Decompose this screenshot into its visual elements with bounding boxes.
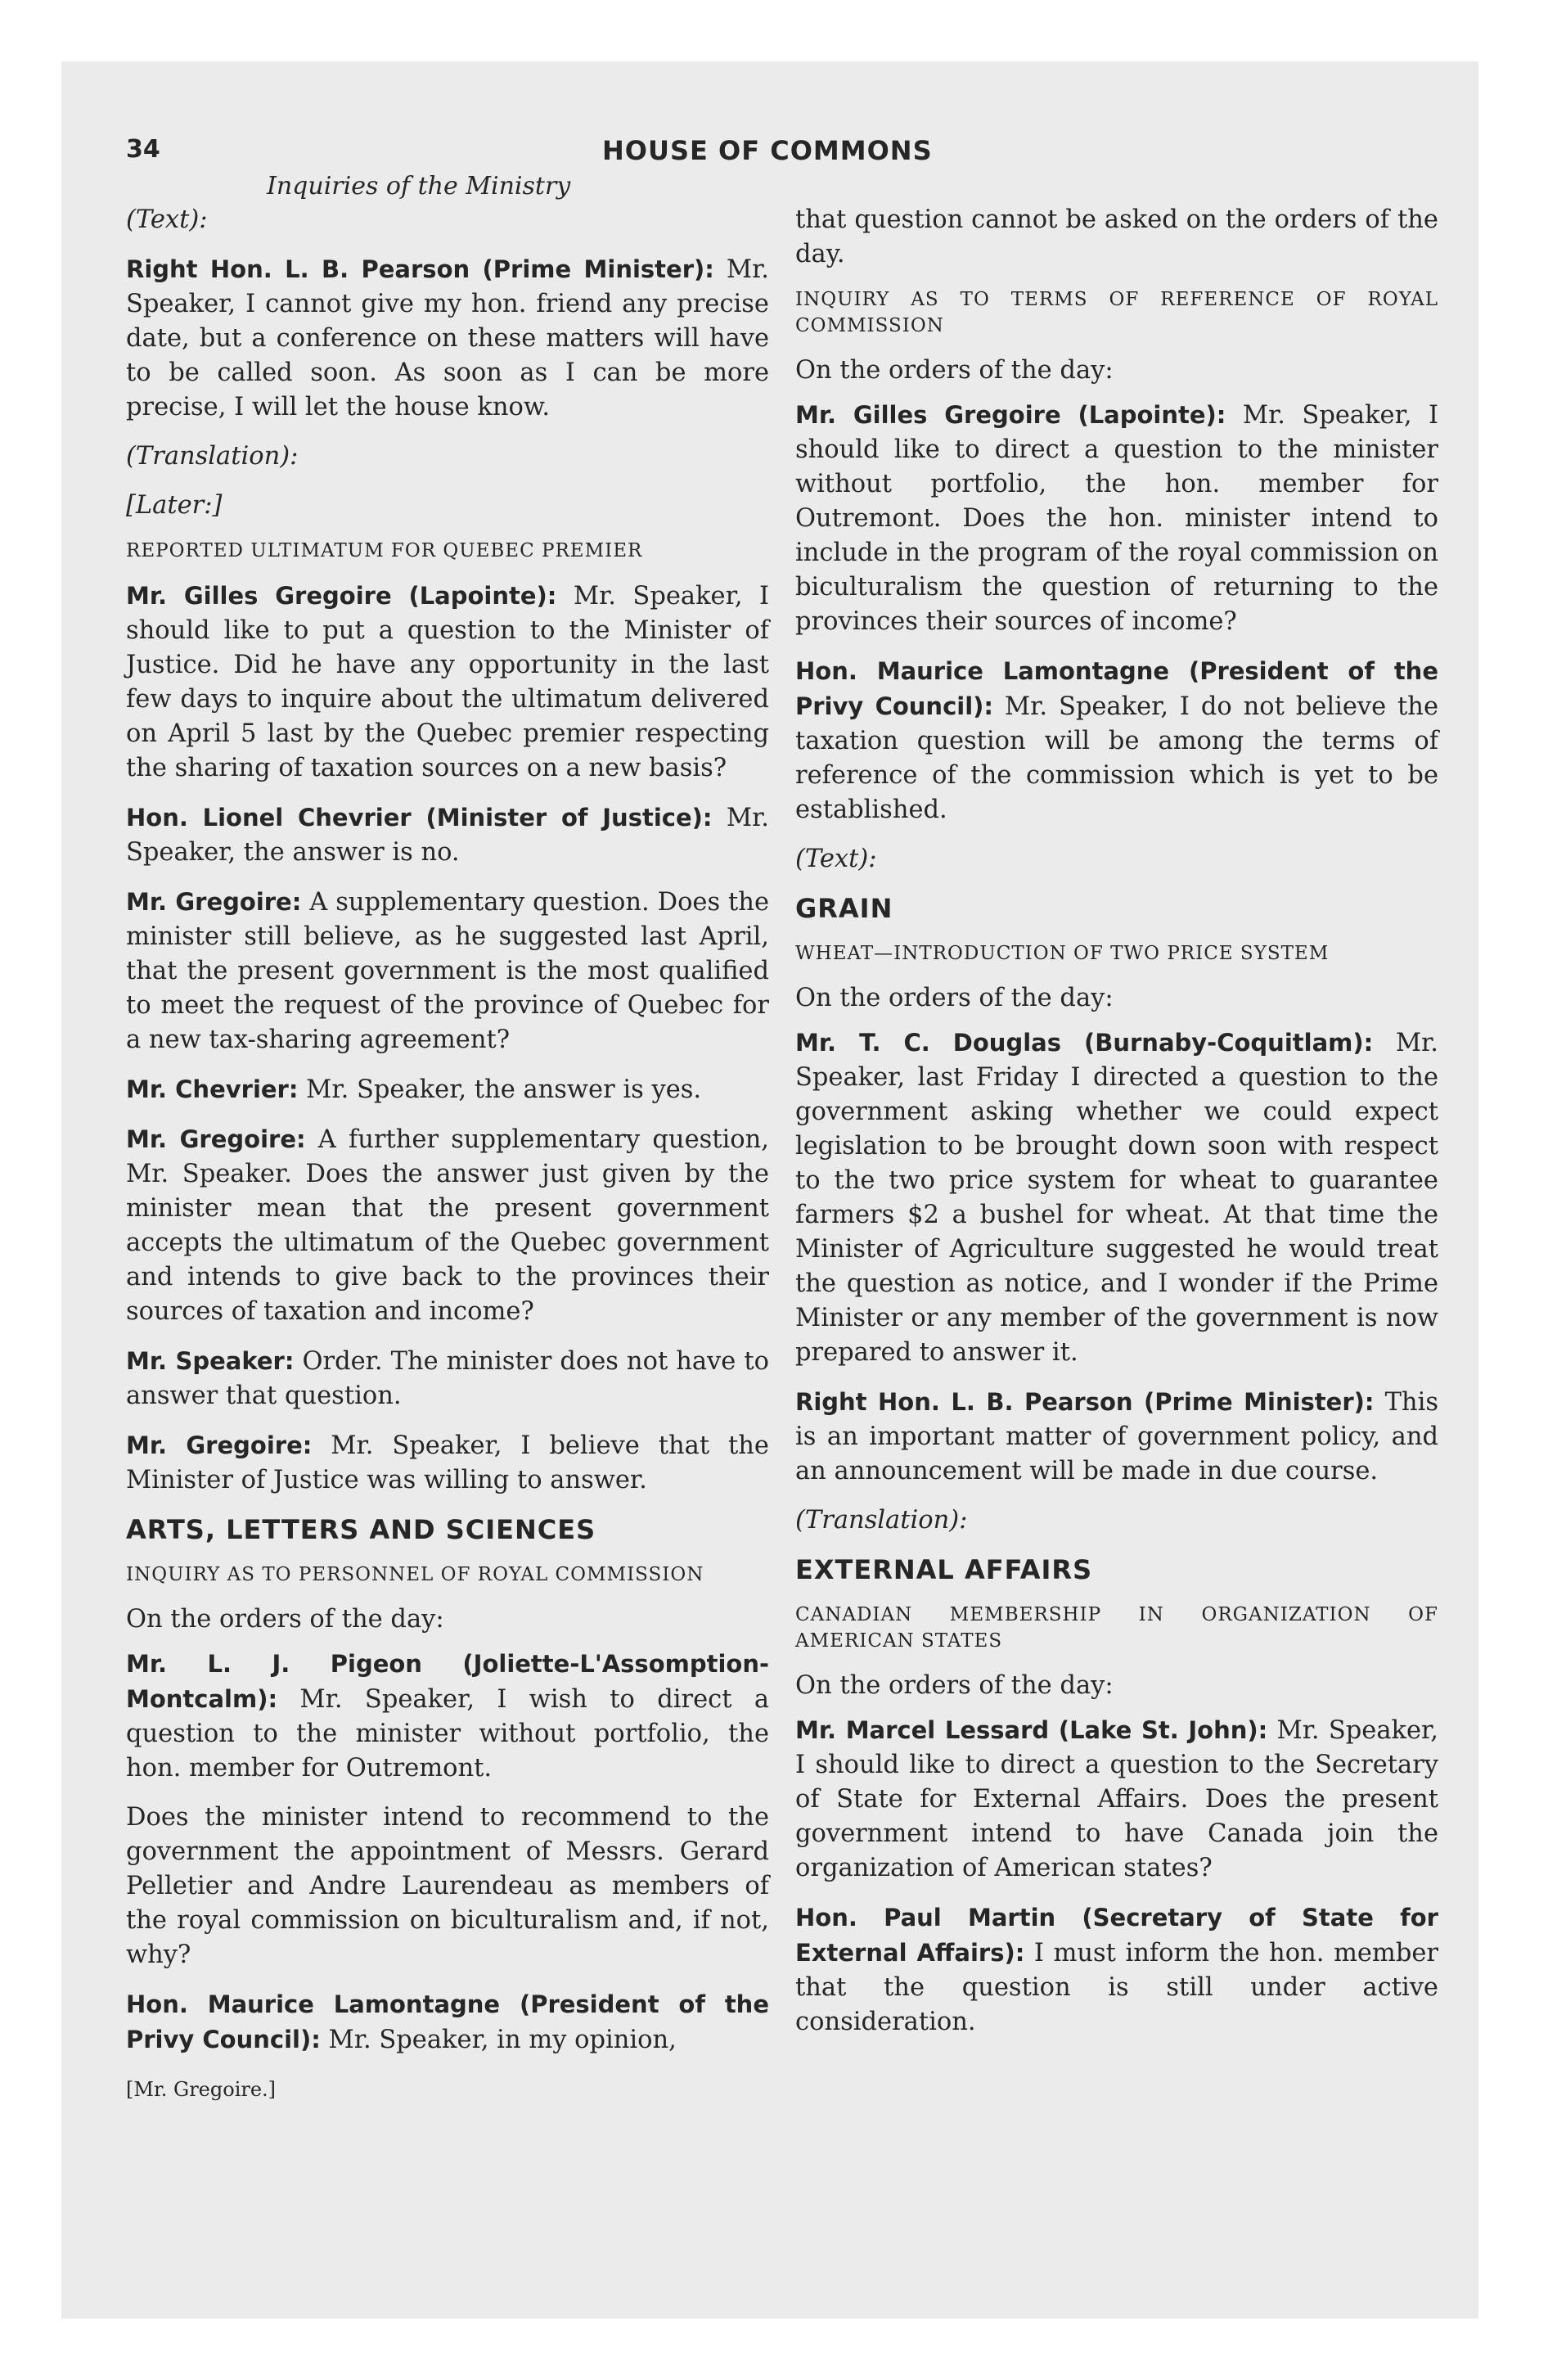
speaker-name: Mr. Gilles Gregoire (Lapointe): [795, 401, 1226, 429]
orders-of-day: On the orders of the day: [795, 1671, 1114, 1700]
speech-text: Mr. Speaker, I should like to direct a question to the Secretary of State for External Affairs. Does the present government intend to have Canada join the organization of American states? [795, 1716, 1438, 1882]
speech-text: Mr. Speaker, I believe that the Minister of Justice was willing to answer. [126, 1431, 769, 1494]
speech-lamontagne [126, 1987, 769, 2058]
orders-of-day: On the orders of the day: [795, 984, 1114, 1012]
text-label: (Text): [795, 845, 877, 873]
paragraph-question: Does the minister intend to recommend to the government the appointment of Messrs. Gerard Pelletier and Andre Laurendeau as members of the royal commission on biculturalism and, if not, why? [126, 1803, 769, 1969]
speaker-name: Mr. Chevrier: [126, 1075, 299, 1103]
speech-text: Mr. Speaker, I do not believe the taxation question will be among the terms of reference of the commission which is yet to be established. [795, 692, 1439, 824]
speech-lamontagne [795, 654, 1438, 827]
subheading-personnel: INQUIRY AS TO PERSONNEL OF ROYAL COMMISSION [126, 1564, 704, 1585]
heading-arts-letters: ARTS, LETTERS AND SCIENCES [126, 1514, 596, 1545]
speech-lessard [795, 1713, 1438, 1886]
speech-gregoire-supplementary [126, 885, 769, 1057]
speech-chevrier [126, 800, 769, 870]
left-column [126, 203, 769, 2121]
speaker-name: Mr. L. J. Pigeon (Joliette-L'Assomption-Montcalm): [126, 1650, 769, 1713]
speech-speaker-order [126, 1344, 769, 1413]
speaker-name: Mr. Gregoire: [126, 1125, 306, 1153]
speech-text: Mr. Speaker, I should like to put a question to the Minister of Justice. Did he have any opportunity in the last few days to inquire about the ultimatum delivered on April 5 last by the Quebec premier respecting the sharing of taxation sources on a new basis? [126, 582, 770, 782]
text-label: (Text): [126, 205, 208, 234]
speaker-name: Hon. Maurice Lamontagne (President of the Privy Council): [126, 1990, 769, 2053]
speaker-name: Hon. Paul Martin (Secretary of State for External Affairs): [795, 1904, 1438, 1967]
speech-gregoire [795, 398, 1438, 639]
page-header: HOUSE OF COMMONS [602, 135, 933, 166]
speaker-name: Mr. Gregoire: [126, 1431, 313, 1459]
speech-chevrier-reply [126, 1072, 769, 1107]
speech-text: Mr. Speaker, last Friday I directed a question to the government asking whether we could expect legislation to be brought down soon with respect to the two price system for wheat to guarantee farmers $2 a bushel for wheat. At that time the Minister of Agriculture suggested he would treat the question as notice, and I wonder if the Prime Minister or any member of the government is now prepared to answer it. [795, 1029, 1438, 1367]
speech-text: Mr. Speaker, in my opinion, [328, 2026, 677, 2054]
page-number: 34 [126, 135, 160, 164]
speech-text: Order. The minister does not have to answer that question. [126, 1347, 769, 1410]
speech-pearson [795, 1385, 1438, 1489]
speaker-name: Hon. Lionel Chevrier (Minister of Justice): [126, 804, 713, 832]
translation-label: (Translation): [126, 442, 299, 471]
orders-of-day: On the orders of the day: [795, 356, 1114, 385]
speech-text: A further supplementary question, Mr. Speaker. Does the answer just given by the minister mean that the present government accepts the ultimatum of the Quebec government and intends to give back to the provinces their sources of taxation and income? [126, 1125, 769, 1326]
speaker-name: Mr. Marcel Lessard (Lake St. John): [795, 1716, 1268, 1744]
speaker-name: Mr. Gregoire: [126, 888, 302, 916]
speech-gregoire [126, 579, 769, 786]
orders-of-day: On the orders of the day: [126, 1605, 444, 1634]
speaker-name: Mr. Speaker: [126, 1347, 295, 1375]
speaker-name: Mr. T. C. Douglas (Burnaby-Coquitlam): [795, 1029, 1374, 1057]
speech-text: A supplementary question. Does the minister still believe, as he suggested last April, that the present government is the most qualified to meet the request of the province of Quebec for a new tax-sharing agreement? [126, 888, 769, 1054]
translation-label: (Translation): [795, 1506, 968, 1535]
speech-gregoire-further [126, 1122, 769, 1329]
speech-gregoire-final [126, 1428, 769, 1498]
speech-pearson [126, 252, 769, 425]
subheading-wheat: WHEAT—INTRODUCTION OF TWO PRICE SYSTEM [795, 943, 1330, 964]
speaker-name: Right Hon. L. B. Pearson (Prime Minister): [795, 1388, 1375, 1416]
speech-text: Mr. Speaker, I cannot give my hon. friend any precise date, but a conference on these matters will have to be called soon. As soon as I can be more precise, I will let the house know. [126, 255, 769, 421]
speech-text: Mr. Speaker, I wish to direct a question to the minister without portfolio, the hon. member for Outremont. [126, 1685, 770, 1783]
heading-grain: GRAIN [795, 893, 893, 924]
speech-martin [795, 1900, 1438, 2040]
speech-text: Mr. Speaker, I should like to direct a question to the minister without portfolio, the hon. member for Outremont. Does the hon. minister intend to include in the program of the royal commission on biculturalism the question of returning to the provinces their sources of income? [795, 401, 1439, 636]
paragraph-continuation: that question cannot be asked on the orders of the day. [795, 205, 1438, 268]
speech-text: Mr. Speaker, the answer is no. [126, 804, 769, 867]
footer-reference: [Mr. Gregoire.] [126, 2078, 277, 2101]
speech-text: This is an important matter of government policy, and an announcement will be made in due course. [795, 1388, 1438, 1485]
speaker-name: Hon. Maurice Lamontagne (President of the Privy Council): [795, 657, 1438, 720]
speaker-name: Mr. Gilles Gregoire (Lapointe): [126, 582, 557, 610]
speech-text: Mr. Speaker, the answer is yes. [306, 1075, 702, 1104]
subheading-ultimatum: REPORTED ULTIMATUM FOR QUEBEC PREMIER [126, 540, 643, 561]
running-head: Inquiries of the Ministry [267, 172, 571, 201]
speech-text: I must inform the hon. member that the question is still under active consideration. [795, 1939, 1438, 2036]
right-column [795, 203, 1438, 2054]
subheading-terms-of-reference: INQUIRY AS TO TERMS OF REFERENCE OF ROYAL COMMISSION [795, 289, 1438, 336]
heading-external-affairs: EXTERNAL AFFAIRS [795, 1554, 1093, 1585]
speech-pigeon [126, 1647, 769, 1786]
later-label: [Later:] [126, 491, 223, 520]
speaker-name: Right Hon. L. B. Pearson (Prime Minister): [126, 255, 714, 283]
subheading-oas-membership: CANADIAN MEMBERSHIP IN ORGANIZATION OF AMERICAN STATES [795, 1604, 1438, 1652]
speech-douglas [795, 1025, 1438, 1370]
